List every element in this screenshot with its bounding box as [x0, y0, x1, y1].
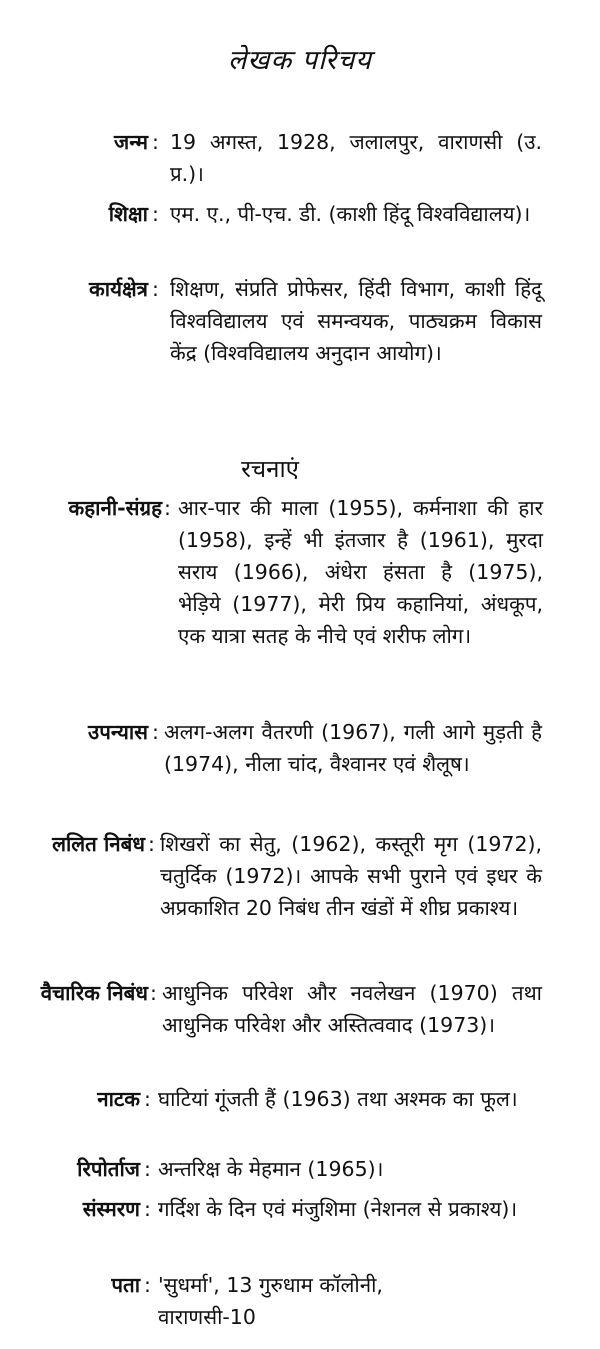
entry-text: 'सुधर्मा', 13 गुरुधाम कॉलोनी, वाराणसी-10: [158, 1273, 383, 1329]
entry-text: आधुनिक परिवेश और नवलेखन (1970) तथा आधुनिक परिवेश और अस्तित्ववाद (1973)।: [162, 981, 542, 1037]
entry-separator: :: [152, 277, 159, 301]
entry-separator: :: [144, 1273, 151, 1297]
entry-text: शिखरों का सेतु, (1962), कस्तूरी मृग (1972), चतुर्दिक (1972)। आपके सभी पुराने एवं इधर के अप्रकाशित 20 निबंध तीन खंडों में शीघ्र प्रकाश्य।: [160, 832, 542, 920]
entry-text: आर-पार की माला (1955), कर्मनाशा की हार (1958), इन्हें भी इंतजार है (1961), मुरदा सराय (1966), अंधेरा हंसता है (1975), भेड़िये (1977), मेरी प्रिय कहानियां, अंधकूप, एक यात्रा सतह के नीचे एवं शरीफ लोग।: [178, 496, 543, 648]
entry-text: गर्दिश के दिन एवं मंजुशिमा (नेशनल से प्रकाश्य)।: [158, 1197, 518, 1221]
entry-separator: :: [152, 720, 159, 744]
entry-term: नाटक: [97, 1087, 140, 1111]
entry-separator: :: [152, 202, 159, 226]
entry-term: संस्मरण: [82, 1197, 140, 1221]
page-title: लेखक परिचय: [228, 45, 372, 76]
entry-separator: :: [150, 981, 157, 1005]
entry-term: शिक्षा: [108, 202, 148, 226]
entry-term: रिपोर्ताज: [77, 1157, 140, 1181]
entry-term: कहानी-संग्रह: [68, 496, 162, 520]
entry-text: अन्तरिक्ष के मेहमान (1965)।: [158, 1157, 384, 1181]
entry-separator: :: [144, 1197, 151, 1221]
entry-text: एम. ए., पी-एच. डी. (काशी हिंदू विश्वविद्यालय)।: [170, 202, 531, 226]
works-heading: रचनाएं: [241, 455, 299, 483]
entry-term: ललित निबंध: [52, 832, 145, 856]
entry-text: घाटियां गूंजती हैं (1963) तथा अश्मक का फूल।: [158, 1087, 518, 1111]
entry-separator: :: [164, 496, 171, 520]
entry-text: 19 अगस्त, 1928, जलालपुर, वाराणसी (उ. प्र.)।: [170, 130, 542, 186]
entry-text: अलग-अलग वैतरणी (1967), गली आगे मुड़ती है (1974), नीला चांद, वैश्वानर एवं शैलूष।: [164, 720, 542, 776]
entry-separator: :: [148, 832, 155, 856]
entry-term: कार्यक्षेत्र: [89, 277, 148, 301]
entry-separator: :: [152, 130, 159, 154]
entry-text: शिक्षण, संप्रति प्रोफेसर, हिंदी विभाग, काशी हिंदू विश्वविद्यालय एवं समन्वयक, पाठ्यक्रम विकास केंद्र (विश्वविद्यालय अनुदान आयोग)।: [170, 277, 542, 365]
entry-separator: :: [144, 1157, 151, 1181]
entry-term: उपन्यास: [88, 720, 148, 744]
entry-term: जन्म: [114, 130, 148, 154]
entry-separator: :: [144, 1087, 151, 1111]
entry-term: पता: [111, 1273, 140, 1297]
entry-term: वैचारिक निबंध: [40, 981, 148, 1005]
